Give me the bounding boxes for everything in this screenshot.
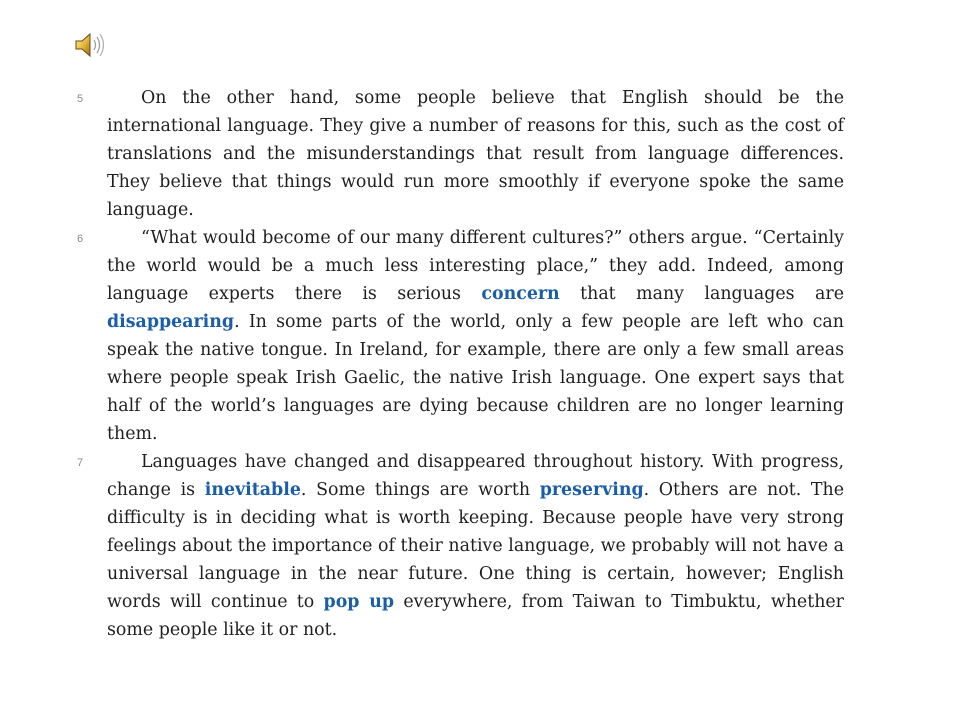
vocab-word-concern: concern	[481, 284, 560, 304]
paragraph-number: 7	[77, 457, 84, 469]
reading-passage	[77, 84, 844, 644]
paragraph-text: “What would become of our many different cultures?” others argue. “Certainly the world would be a much less interesting place,” they add. Indeed, among language experts there is serious	[107, 228, 844, 304]
paragraph-text: . Some things are worth	[300, 480, 540, 500]
vocab-word-pop-up: pop up	[323, 592, 395, 612]
paragraph-text: On the other hand, some people believe that English should be the international language. They give a number of reasons for this, such as the cost of translations and the misunderstandings that result from language differences. They believe that things would run more smoothly if everyone spoke the same language.	[107, 88, 844, 220]
paragraph-text: everywhere, from Taiwan to Timbuktu, whether some people like it or not.	[107, 592, 844, 640]
paragraph-number: 6	[77, 233, 84, 245]
speaker-icon[interactable]	[74, 30, 108, 60]
paragraph-number: 5	[77, 93, 84, 105]
paragraph-7	[77, 448, 844, 644]
paragraph-6	[77, 224, 844, 448]
speaker-icon-graphic	[74, 30, 108, 60]
vocab-word-disappearing: disappearing	[107, 312, 235, 332]
paragraph-text: that many languages are	[559, 284, 844, 304]
vocab-word-preserving: preserving	[539, 480, 644, 500]
paragraph-text: . In some parts of the world, only a few people are left who can speak the native tongue. In Ireland, for example, there are only a few small areas where people speak Irish Gaelic, the native Irish language. One expert says that half of the world’s languages are dying because children are no longer learning them.	[107, 312, 844, 444]
paragraph-5	[77, 84, 844, 224]
paragraph-text: . Others are not. The difficulty is in deciding what is worth keeping. Because people have very strong feelings about the importance of their native language, we probably will not have a universal language in the near future. One thing is certain, however; English words will continue to	[107, 480, 844, 612]
vocab-word-inevitable: inevitable	[204, 480, 301, 500]
paragraph-text: Languages have changed and disappeared throughout history. With progress, change is	[107, 452, 844, 500]
